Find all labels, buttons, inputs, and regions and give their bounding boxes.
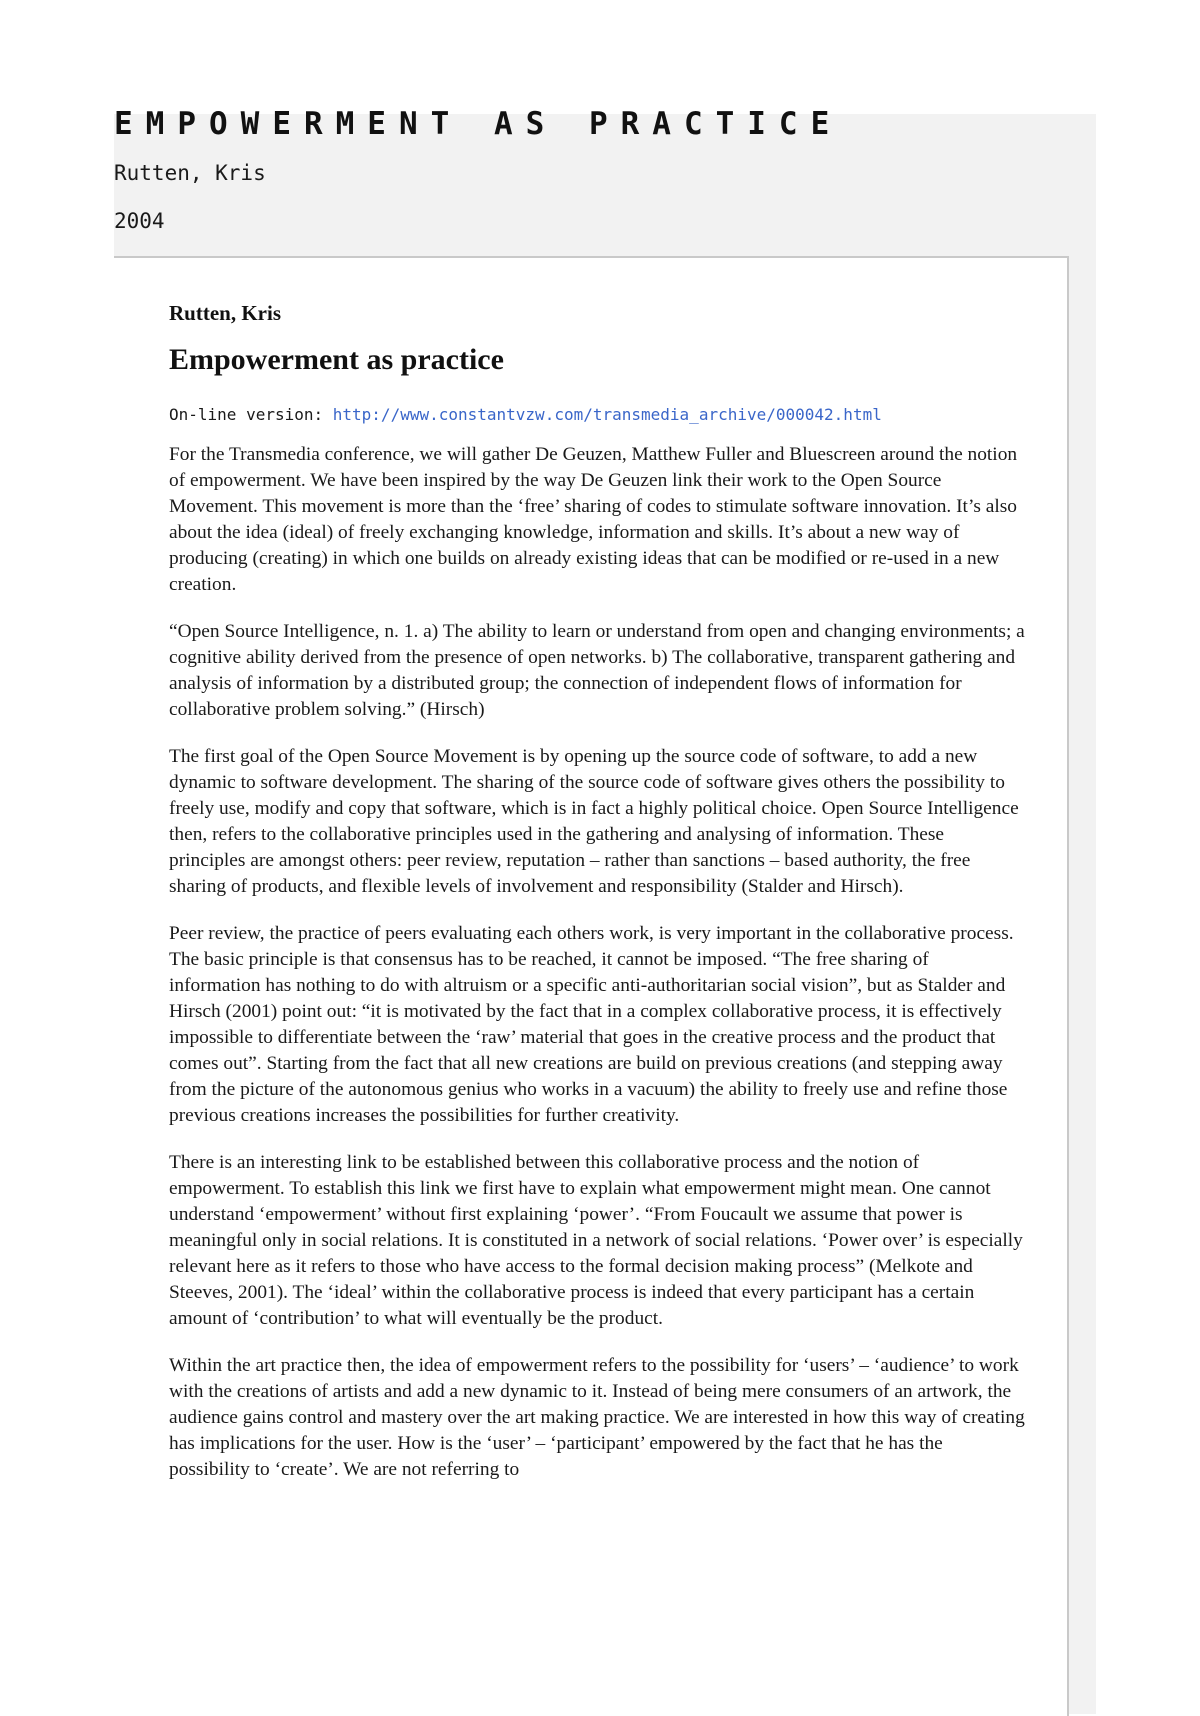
document-author: Rutten, Kris [114, 161, 266, 185]
online-version-line [169, 405, 1025, 425]
paragraph: There is an interesting link to be established between this collaborative process and the notion of empowerment. To establish this link we first have to explain what empowerment might mean. One cannot understand ‘empowerment’ without first explaining ‘power’. “From Foucault we assume that power is meaningful only in social relations. It is constituted in a network of social relations. ‘Power over’ is especially relevant here as it refers to those who have access to the formal decision making process” (Melkote and Steeves, 2001). The ‘ideal’ within the collaborative process is indeed that every participant has a certain amount of ‘contribution’ to what will eventually be the product. [169, 1152, 1023, 1329]
article-byline: Rutten, Kris [169, 301, 281, 325]
document-year: 2004 [114, 209, 165, 233]
paragraph: Within the art practice then, the idea of empowerment refers to the possibility for ‘users’ – ‘audience’ to work with the creations of artists and add a new dynamic to it. Instead of being mere consumers of an artwork, the audience gains control and mastery over the art making practice. We are interested in how this way of creating has implications for the user. How is the ‘user’ – ‘participant’ empowered by the fact that he has the possibility to ‘create’. We are not referring to [169, 1355, 1025, 1480]
paragraph: For the Transmedia conference, we will gather De Geuzen, Matthew Fuller and Bluescreen around the notion of empowerment. We have been inspired by the way De Geuzen link their work to the Open Source Movement. This movement is more than the ‘free’ sharing of codes to stimulate software innovation. It’s also about the idea (ideal) of freely exchanging knowledge, information and skills. It’s about a new way of producing (creating) in which one builds on already existing ideas that can be modified or re-used in a new creation. [169, 444, 1018, 595]
article-frame [114, 256, 1069, 1716]
document-title: EMPOWERMENT AS PRACTICE [114, 106, 843, 142]
online-version-label: On-line version: [169, 405, 333, 424]
article-title: Empowerment as practice [169, 343, 504, 376]
online-version-link[interactable]: http://www.constantvzw.com/transmedia_archive/000042.html [332, 405, 882, 424]
paragraph: The first goal of the Open Source Movement is by opening up the source code of software, to add a new dynamic to software development. The sharing of the source code of software gives others the possibility to freely use, modify and copy that software, which is in fact a highly political choice. Open Source Intelligence then, refers to the collaborative principles used in the gathering and analysing of information. These principles are amongst others: peer review, reputation – rather than sanctions – based authority, the free sharing of products, and flexible levels of involvement and responsibility (Stalder and Hirsch). [169, 746, 1019, 897]
paragraph: “Open Source Intelligence, n. 1. a) The ability to learn or understand from open and changing environments; a cognitive ability derived from the presence of open networks. b) The collaborative, transparent gathering and analysis of information by a distributed group; the connection of independent flows of information for collaborative problem solving.” (Hirsch) [169, 621, 1025, 720]
paragraph: Peer review, the practice of peers evaluating each others work, is very important in the collaborative process. The basic principle is that consensus has to be reached, it cannot be imposed. “The free sharing of information has nothing to do with altruism or a specific anti-authoritarian social vision”, but as Stalder and Hirsch (2001) point out: “it is motivated by the fact that in a complex collaborative process, it is effectively impossible to differentiate between the ‘raw’ material that goes in the creative process and the product that comes out”. Starting from the fact that all new creations are build on previous creations (and stepping away from the picture of the autonomous genius who works in a vacuum) the ability to freely use and refine those previous creations increases the possibilities for further creativity. [169, 923, 1014, 1126]
article-body [169, 300, 1025, 1483]
